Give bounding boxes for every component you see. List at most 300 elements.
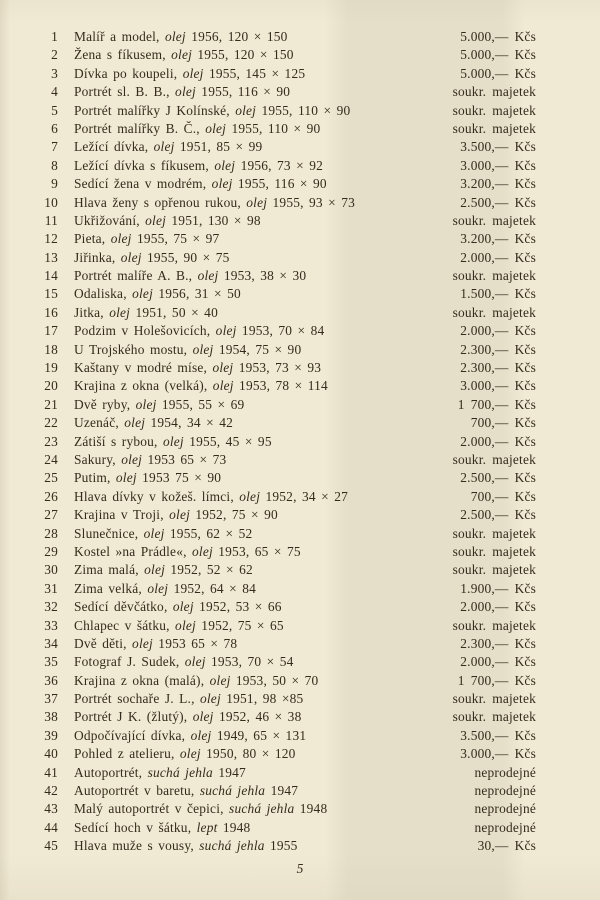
row-number: 34 bbox=[44, 635, 58, 651]
row-title: Žena s fíkusem, bbox=[74, 47, 166, 63]
row-number: 13 bbox=[44, 249, 58, 265]
row-medium: olej bbox=[121, 451, 143, 467]
row-price: 5.000,— Kčs bbox=[460, 29, 536, 44]
row-price: 3.200,— Kčs bbox=[460, 231, 536, 247]
row-entry bbox=[74, 672, 458, 690]
row-title: Podzim v Holešovicích, bbox=[74, 323, 211, 339]
row-details: 1950, 80 × 120 bbox=[206, 746, 296, 762]
row-title: Sedící hoch v šátku, bbox=[74, 819, 192, 835]
row-number: 7 bbox=[51, 139, 58, 155]
row-number: 45 bbox=[44, 838, 58, 854]
row-number: 10 bbox=[44, 194, 58, 210]
row-price: soukr. majetek bbox=[452, 451, 536, 467]
row-medium: olej bbox=[109, 304, 131, 320]
row-details: 1951, 130 × 98 bbox=[171, 212, 261, 228]
row-price: 2.000,— Kčs bbox=[460, 654, 536, 670]
row-title: Ležící dívka s fíkusem, bbox=[74, 157, 209, 173]
row-price: 2.300,— Kčs bbox=[460, 360, 536, 376]
row-title: Dívka po koupeli, bbox=[74, 65, 178, 81]
row-entry bbox=[74, 377, 460, 395]
row-price: soukr. majetek bbox=[452, 562, 536, 578]
row-title: Zima velká, bbox=[74, 580, 142, 596]
row-price: soukr. majetek bbox=[452, 691, 536, 707]
row-number: 31 bbox=[44, 580, 58, 596]
row-entry bbox=[74, 451, 453, 469]
row-entry bbox=[74, 433, 460, 451]
row-entry bbox=[74, 28, 460, 46]
row-details: 1951, 98 ×85 bbox=[226, 691, 304, 707]
row-price: 5.000,— Kčs bbox=[460, 65, 536, 81]
row-title: Portrét malířky J Kolínské, bbox=[74, 102, 230, 118]
row-medium: olej bbox=[144, 562, 166, 578]
row-medium: olej bbox=[246, 194, 268, 210]
row-medium: olej bbox=[239, 488, 261, 504]
row-price: 1 700,— Kčs bbox=[457, 672, 536, 688]
row-number: 35 bbox=[44, 654, 58, 670]
row-price: 3.000,— Kčs bbox=[460, 157, 536, 173]
row-title: Kostel »na Prádle«, bbox=[74, 543, 187, 559]
row-entry bbox=[74, 525, 453, 543]
row-price: 700,— Kčs bbox=[470, 415, 536, 431]
row-entry bbox=[74, 837, 478, 855]
catalog-row bbox=[38, 175, 536, 193]
row-number: 5 bbox=[51, 102, 58, 118]
row-price: soukr. majetek bbox=[452, 268, 536, 284]
catalog-row bbox=[38, 267, 536, 285]
row-number: 18 bbox=[44, 341, 58, 357]
row-number: 26 bbox=[44, 488, 58, 504]
row-title: Portrét malířky B. Č., bbox=[74, 120, 200, 136]
row-title: Hlava ženy s opřenou rukou, bbox=[74, 194, 241, 210]
catalog-row bbox=[38, 469, 536, 487]
row-number: 3 bbox=[51, 65, 58, 81]
catalog-row bbox=[38, 506, 536, 524]
catalog-row bbox=[38, 65, 536, 83]
catalog-row bbox=[38, 102, 536, 120]
row-details: 1953 75 × 90 bbox=[142, 470, 222, 486]
row-entry bbox=[74, 267, 453, 285]
row-entry bbox=[74, 359, 460, 377]
row-medium: lept bbox=[196, 819, 218, 835]
row-details: 1955, 110 × 90 bbox=[231, 120, 321, 136]
row-price: 2.000,— Kčs bbox=[460, 249, 536, 265]
row-number: 20 bbox=[44, 378, 58, 394]
row-medium: olej bbox=[212, 360, 234, 376]
row-title: Portrét sl. B. B., bbox=[74, 84, 170, 100]
row-price: 30,— Kčs bbox=[477, 838, 536, 854]
row-entry bbox=[74, 727, 460, 745]
row-title: Hlava dívky v kožeš. límci, bbox=[74, 488, 234, 504]
catalog-row bbox=[38, 157, 536, 175]
catalog-row bbox=[38, 598, 536, 616]
row-entry bbox=[74, 617, 453, 635]
row-medium: olej bbox=[184, 654, 206, 670]
row-details: 1953 65 × 73 bbox=[147, 451, 227, 467]
catalog-row bbox=[38, 782, 536, 800]
row-entry bbox=[74, 120, 453, 138]
row-price: 5.000,— Kčs bbox=[460, 47, 536, 63]
row-price: 700,— Kčs bbox=[470, 488, 536, 504]
row-title: Autoportrét, bbox=[74, 764, 143, 780]
row-details: 1952, 52 × 62 bbox=[170, 562, 253, 578]
row-price: 1.500,— Kčs bbox=[460, 286, 536, 302]
row-price: neprodejné bbox=[474, 783, 536, 799]
row-details: 1948 bbox=[222, 819, 251, 835]
catalog-row bbox=[38, 396, 536, 414]
catalog-row bbox=[38, 764, 536, 782]
row-medium: olej bbox=[164, 29, 186, 44]
row-price: 3.500,— Kčs bbox=[460, 727, 536, 743]
row-details: 1953 65 × 78 bbox=[158, 635, 238, 651]
catalog-row bbox=[38, 194, 536, 212]
row-number: 14 bbox=[44, 268, 58, 284]
row-price: 2.000,— Kčs bbox=[460, 323, 536, 339]
row-entry bbox=[74, 598, 460, 616]
row-entry bbox=[74, 46, 460, 64]
row-price: soukr. majetek bbox=[452, 543, 536, 559]
catalog-row bbox=[38, 543, 536, 561]
row-price: soukr. majetek bbox=[452, 304, 536, 320]
row-medium: suchá jehla bbox=[229, 801, 295, 817]
row-title: Portrét malíře A. B., bbox=[74, 268, 193, 284]
row-entry bbox=[74, 800, 475, 818]
row-price: soukr. majetek bbox=[452, 120, 536, 136]
row-medium: olej bbox=[135, 396, 157, 412]
row-title: Malíř a model, bbox=[74, 29, 160, 44]
row-number: 33 bbox=[44, 617, 58, 633]
row-number: 42 bbox=[44, 783, 58, 799]
row-number: 2 bbox=[51, 47, 58, 63]
row-medium: olej bbox=[143, 525, 165, 541]
row-details: 1955, 75 × 97 bbox=[136, 231, 220, 247]
row-medium: olej bbox=[215, 323, 237, 339]
row-price: 3.500,— Kčs bbox=[460, 139, 536, 155]
row-number: 16 bbox=[44, 304, 58, 320]
row-entry bbox=[74, 341, 460, 359]
catalog-row bbox=[38, 672, 536, 690]
row-title: Dvě ryby, bbox=[74, 396, 131, 412]
row-entry bbox=[74, 580, 460, 598]
row-price: 2.500,— Kčs bbox=[460, 194, 536, 210]
row-price: neprodejné bbox=[474, 819, 536, 835]
row-details: 1953, 78 × 114 bbox=[239, 378, 328, 394]
row-price: 2.500,— Kčs bbox=[460, 470, 536, 486]
row-entry bbox=[74, 543, 453, 561]
row-price: 2.300,— Kčs bbox=[460, 635, 536, 651]
row-medium: olej bbox=[190, 727, 212, 743]
row-title: Malý autoportrét v čepici, bbox=[74, 801, 224, 817]
catalog-row bbox=[38, 727, 536, 745]
row-number: 15 bbox=[44, 286, 58, 302]
catalog-row bbox=[38, 800, 536, 818]
row-entry bbox=[74, 157, 460, 175]
row-title: Pohled z atelieru, bbox=[74, 746, 175, 762]
row-number: 4 bbox=[51, 84, 58, 100]
catalog-list bbox=[38, 28, 536, 856]
row-details: 1955, 45 × 95 bbox=[189, 433, 272, 449]
row-price: 3.000,— Kčs bbox=[460, 746, 536, 762]
row-details: 1952, 34 × 27 bbox=[265, 488, 348, 504]
row-details: 1947 bbox=[270, 783, 299, 799]
catalog-row bbox=[38, 120, 536, 138]
row-medium: olej bbox=[192, 543, 213, 559]
row-title: Jiřinka, bbox=[74, 249, 116, 265]
catalog-row bbox=[38, 708, 536, 726]
row-medium: olej bbox=[110, 231, 132, 247]
row-number: 22 bbox=[44, 415, 58, 431]
row-number: 40 bbox=[44, 746, 58, 762]
catalog-row bbox=[38, 525, 536, 543]
row-details: 1955, 116 × 90 bbox=[237, 176, 327, 192]
catalog-row bbox=[38, 377, 536, 395]
row-number: 6 bbox=[51, 120, 58, 136]
row-medium: olej bbox=[199, 691, 221, 707]
row-medium: olej bbox=[211, 176, 233, 192]
row-number: 19 bbox=[44, 360, 58, 376]
row-medium: olej bbox=[169, 507, 191, 523]
row-title: Pieta, bbox=[74, 231, 106, 247]
row-details: 1955 bbox=[270, 838, 298, 854]
row-details: 1953, 65 × 75 bbox=[218, 543, 301, 559]
row-details: 1953, 70 × 84 bbox=[241, 323, 325, 339]
row-details: 1955, 55 × 69 bbox=[161, 396, 245, 412]
row-details: 1952, 53 × 66 bbox=[199, 599, 282, 615]
row-details: 1955, 90 × 75 bbox=[147, 249, 230, 265]
row-entry bbox=[74, 212, 453, 230]
row-entry bbox=[74, 102, 453, 120]
row-details: 1956, 120 × 150 bbox=[191, 29, 288, 44]
row-title: Sedící děvčátko, bbox=[74, 599, 168, 615]
row-title: Ukřižování, bbox=[74, 212, 140, 228]
row-entry bbox=[74, 745, 460, 763]
row-entry bbox=[74, 690, 453, 708]
row-number: 38 bbox=[44, 709, 58, 725]
row-entry bbox=[74, 469, 460, 487]
row-title: Zátiší s rybou, bbox=[74, 433, 158, 449]
row-title: Slunečnice, bbox=[74, 525, 139, 541]
row-details: 1955, 93 × 73 bbox=[272, 194, 356, 210]
row-title: Jitka, bbox=[74, 304, 104, 320]
row-details: 1955, 62 × 52 bbox=[169, 525, 253, 541]
row-details: 1954, 34 × 42 bbox=[150, 415, 234, 431]
row-medium: olej bbox=[115, 470, 137, 486]
row-medium: olej bbox=[153, 139, 175, 155]
row-details: 1952, 64 × 84 bbox=[173, 580, 257, 596]
row-details: 1955, 145 × 125 bbox=[208, 65, 306, 81]
row-title: Autoportrét v baretu, bbox=[74, 783, 195, 799]
row-title: Hlava muže s vousy, bbox=[74, 838, 194, 854]
row-price: 1 700,— Kčs bbox=[457, 396, 536, 412]
row-number: 25 bbox=[44, 470, 58, 486]
row-title: Portrét J K. (žlutý), bbox=[74, 709, 188, 725]
catalog-row bbox=[38, 83, 536, 101]
catalog-row bbox=[38, 653, 536, 671]
row-details: 1947 bbox=[218, 764, 246, 780]
row-title: Chlapec v šátku, bbox=[74, 617, 170, 633]
row-title: Zima malá, bbox=[74, 562, 139, 578]
row-medium: olej bbox=[205, 120, 227, 136]
row-number: 37 bbox=[44, 691, 58, 707]
row-details: 1948 bbox=[299, 801, 328, 817]
row-title: Fotograf J. Sudek, bbox=[74, 654, 180, 670]
row-number: 36 bbox=[44, 672, 58, 688]
row-medium: olej bbox=[192, 341, 214, 357]
row-title: Odaliska, bbox=[74, 286, 127, 302]
row-medium: olej bbox=[197, 268, 219, 284]
row-price: 1.900,— Kčs bbox=[460, 580, 536, 596]
row-medium: olej bbox=[147, 580, 169, 596]
row-entry bbox=[74, 414, 471, 432]
row-details: 1956, 73 × 92 bbox=[240, 157, 324, 173]
row-number: 43 bbox=[44, 801, 58, 817]
row-entry bbox=[74, 488, 471, 506]
row-details: 1954, 75 × 90 bbox=[218, 341, 302, 357]
row-price: soukr. majetek bbox=[452, 617, 536, 633]
row-number: 8 bbox=[51, 157, 58, 173]
catalog-row bbox=[38, 837, 536, 855]
row-entry bbox=[74, 561, 453, 579]
catalog-row bbox=[38, 635, 536, 653]
catalog-row bbox=[38, 745, 536, 763]
row-entry bbox=[74, 506, 460, 524]
row-entry bbox=[74, 194, 460, 212]
catalog-row bbox=[38, 230, 536, 248]
row-entry bbox=[74, 635, 460, 653]
row-medium: olej bbox=[179, 746, 201, 762]
row-price: 2.500,— Kčs bbox=[460, 507, 536, 523]
row-entry bbox=[74, 653, 460, 671]
row-medium: olej bbox=[132, 286, 153, 302]
row-price: soukr. majetek bbox=[452, 525, 536, 541]
row-entry bbox=[74, 819, 475, 837]
catalog-row bbox=[38, 690, 536, 708]
row-price: 2.000,— Kčs bbox=[460, 433, 536, 449]
row-medium: olej bbox=[124, 415, 146, 431]
catalog-row bbox=[38, 28, 536, 46]
catalog-row bbox=[38, 488, 536, 506]
row-title: Odpočívající dívka, bbox=[74, 727, 186, 743]
row-price: soukr. majetek bbox=[452, 102, 536, 118]
catalog-row bbox=[38, 249, 536, 267]
catalog-row bbox=[38, 414, 536, 432]
row-number: 29 bbox=[44, 543, 58, 559]
row-medium: olej bbox=[120, 249, 142, 265]
row-entry bbox=[74, 708, 453, 726]
row-details: 1952, 75 × 90 bbox=[195, 507, 278, 523]
row-number: 28 bbox=[44, 525, 58, 541]
row-number: 44 bbox=[44, 819, 58, 835]
row-entry bbox=[74, 230, 460, 248]
row-title: Krajina v Troji, bbox=[74, 507, 164, 523]
row-price: neprodejné bbox=[474, 764, 536, 780]
row-medium: olej bbox=[192, 709, 214, 725]
catalog-row bbox=[38, 451, 536, 469]
row-medium: suchá jehla bbox=[147, 764, 213, 780]
row-medium: olej bbox=[172, 599, 194, 615]
row-price: 3.200,— Kčs bbox=[460, 176, 536, 192]
row-price: 2.000,— Kčs bbox=[460, 599, 536, 615]
row-number: 11 bbox=[44, 212, 58, 228]
row-number: 23 bbox=[44, 433, 58, 449]
row-number: 41 bbox=[44, 764, 58, 780]
row-price: 2.300,— Kčs bbox=[460, 341, 536, 357]
row-number: 17 bbox=[44, 323, 58, 339]
row-title: Dvě děti, bbox=[74, 635, 127, 651]
catalog-row bbox=[38, 433, 536, 451]
row-details: 1955, 116 × 90 bbox=[201, 84, 291, 100]
catalog-row bbox=[38, 819, 536, 837]
row-medium: olej bbox=[132, 635, 153, 651]
row-entry bbox=[74, 249, 460, 267]
row-entry bbox=[74, 764, 475, 782]
row-price: 3.000,— Kčs bbox=[460, 378, 536, 394]
row-entry bbox=[74, 175, 460, 193]
row-details: 1952, 75 × 65 bbox=[201, 617, 284, 633]
row-medium: olej bbox=[209, 672, 231, 688]
row-details: 1953, 73 × 93 bbox=[238, 360, 322, 376]
row-medium: olej bbox=[145, 212, 167, 228]
catalog-row bbox=[38, 341, 536, 359]
catalog-row bbox=[38, 561, 536, 579]
row-details: 1953, 70 × 54 bbox=[211, 654, 294, 670]
row-medium: olej bbox=[214, 157, 236, 173]
row-medium: olej bbox=[182, 65, 204, 81]
row-details: 1953, 38 × 30 bbox=[223, 268, 307, 284]
catalog-row bbox=[38, 304, 536, 322]
row-entry bbox=[74, 285, 460, 303]
catalog-row bbox=[38, 212, 536, 230]
row-title: Putim, bbox=[74, 470, 111, 486]
row-number: 30 bbox=[44, 562, 58, 578]
row-number: 32 bbox=[44, 599, 58, 615]
row-price: soukr. majetek bbox=[452, 84, 536, 100]
row-title: Uzenáč, bbox=[74, 415, 119, 431]
row-number: 39 bbox=[44, 727, 58, 743]
catalog-row bbox=[38, 617, 536, 635]
row-details: 1956, 31 × 50 bbox=[158, 286, 241, 302]
row-title: Kaštany v modré míse, bbox=[74, 360, 208, 376]
row-price: soukr. majetek bbox=[452, 709, 536, 725]
row-medium: olej bbox=[175, 617, 196, 633]
row-medium: suchá jehla bbox=[199, 838, 265, 854]
row-entry bbox=[74, 396, 458, 414]
row-entry bbox=[74, 138, 460, 156]
row-title: Krajina z okna (malá), bbox=[74, 672, 205, 688]
row-details: 1952, 46 × 38 bbox=[218, 709, 302, 725]
row-medium: olej bbox=[175, 84, 196, 100]
row-details: 1949, 65 × 131 bbox=[216, 727, 307, 743]
catalog-row bbox=[38, 580, 536, 598]
row-number: 21 bbox=[44, 396, 58, 412]
row-entry bbox=[74, 65, 460, 83]
row-entry bbox=[74, 304, 453, 322]
row-details: 1953, 50 × 70 bbox=[235, 672, 319, 688]
row-medium: suchá jehla bbox=[199, 783, 266, 799]
row-number: 27 bbox=[44, 507, 58, 523]
row-medium: olej bbox=[235, 102, 257, 118]
catalog-row bbox=[38, 46, 536, 64]
row-medium: olej bbox=[212, 378, 234, 394]
row-number: 12 bbox=[44, 231, 58, 247]
catalog-row bbox=[38, 138, 536, 156]
row-number: 1 bbox=[51, 29, 58, 44]
row-number: 24 bbox=[44, 451, 58, 467]
row-number: 9 bbox=[51, 176, 58, 192]
row-medium: olej bbox=[162, 433, 184, 449]
row-title: U Trojského mostu, bbox=[74, 341, 188, 357]
catalog-row bbox=[38, 285, 536, 303]
row-title: Ležící dívka, bbox=[74, 139, 149, 155]
